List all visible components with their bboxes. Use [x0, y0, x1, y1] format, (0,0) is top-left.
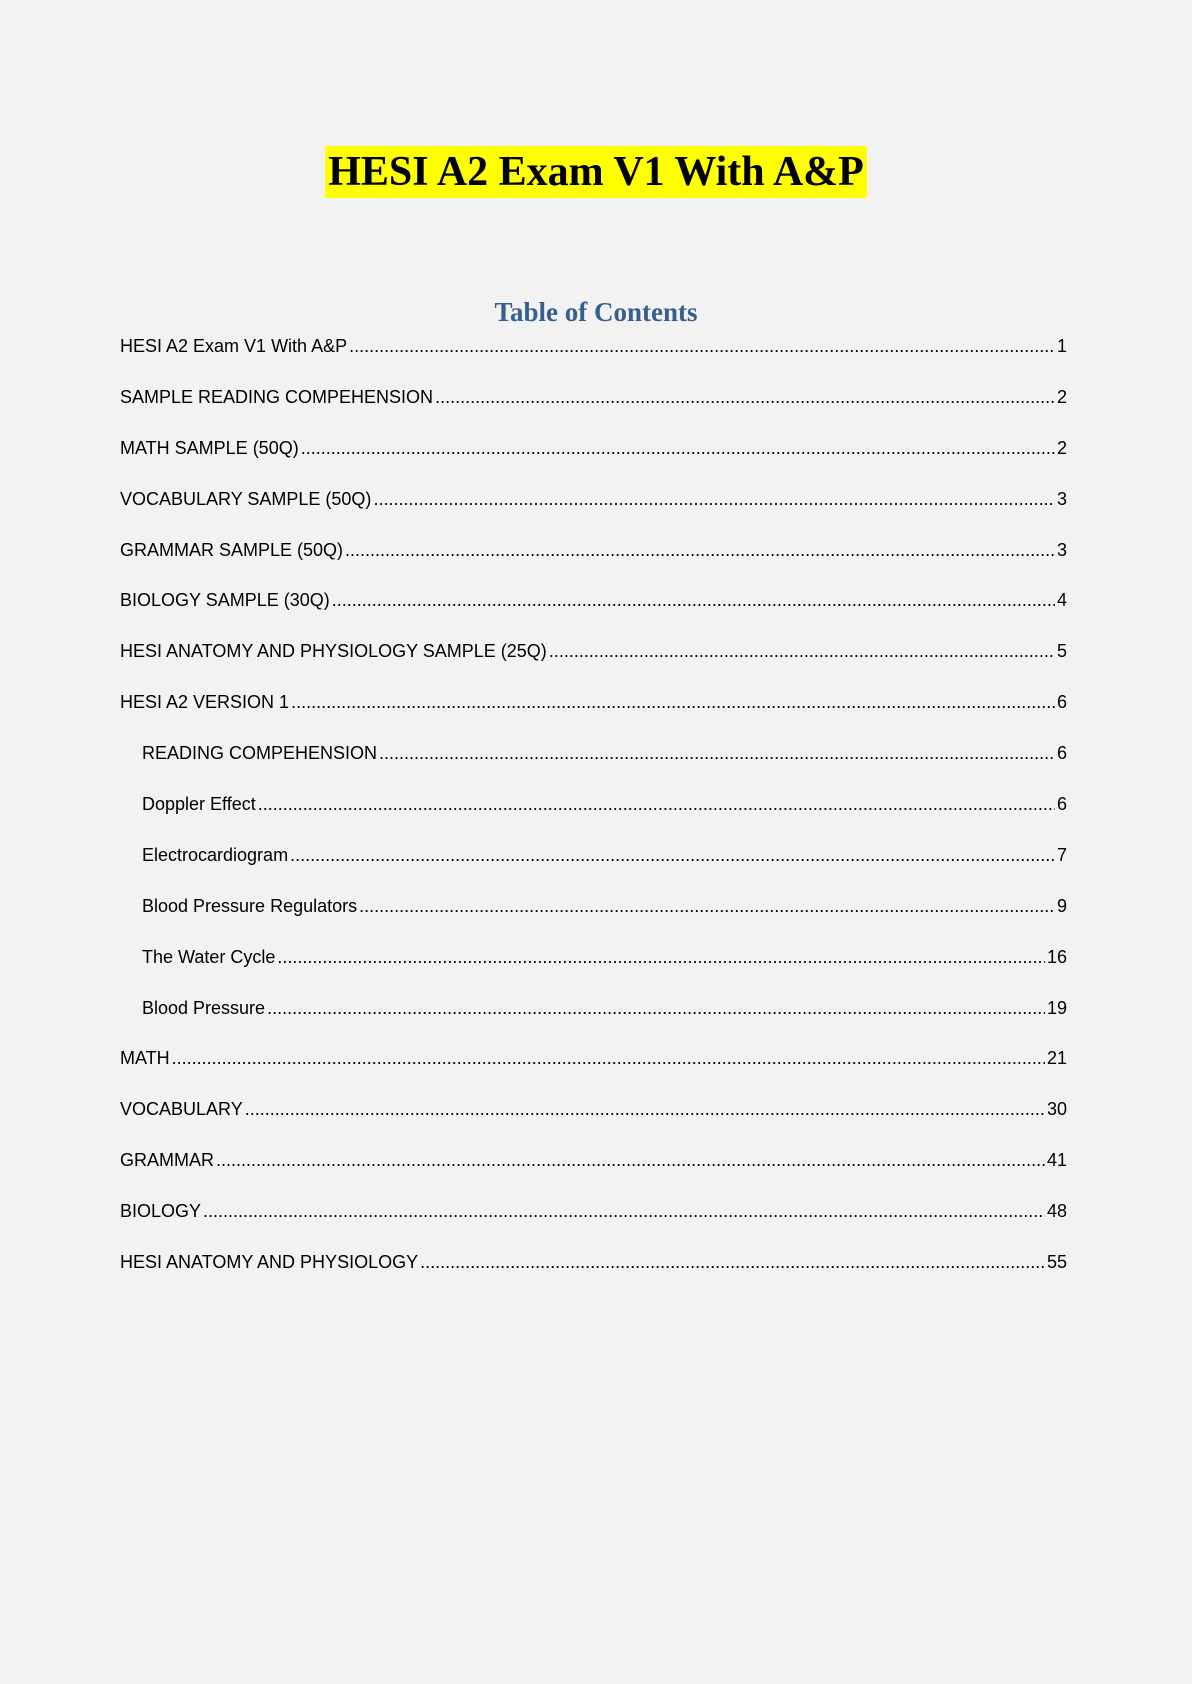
- table-of-contents: [120, 330, 1067, 1297]
- toc-entry[interactable]: [120, 1093, 1067, 1144]
- toc-subentry[interactable]: [120, 890, 1067, 941]
- document-title-block: [0, 146, 1192, 198]
- toc-dot-leader: [332, 584, 1055, 616]
- toc-entry-page: 55: [1046, 1252, 1067, 1273]
- toc-entry-label: MATH: [120, 1048, 170, 1069]
- toc-dot-leader: [301, 432, 1055, 464]
- toc-subentry[interactable]: [120, 839, 1067, 890]
- toc-entry[interactable]: [120, 1246, 1067, 1297]
- toc-entry-label: VOCABULARY: [120, 1099, 243, 1120]
- toc-entry-label: GRAMMAR: [120, 1150, 214, 1171]
- toc-entry-label: BIOLOGY SAMPLE (30Q): [120, 590, 330, 611]
- toc-entry-page: 2: [1056, 386, 1067, 407]
- toc-dot-leader: [291, 686, 1055, 718]
- toc-dot-leader: [258, 788, 1055, 820]
- toc-entry-page: 21: [1046, 1048, 1067, 1069]
- toc-entry-label: HESI ANATOMY AND PHYSIOLOGY: [120, 1252, 419, 1273]
- toc-entry-label: HESI ANATOMY AND PHYSIOLOGY SAMPLE (25Q): [120, 641, 547, 662]
- toc-entry-page: 6: [1056, 692, 1067, 713]
- toc-entry-label: GRAMMAR SAMPLE (50Q): [120, 539, 344, 560]
- toc-dot-leader: [345, 534, 1055, 566]
- toc-dot-leader: [379, 737, 1055, 769]
- toc-dot-leader: [435, 381, 1055, 413]
- toc-entry[interactable]: [120, 1144, 1067, 1195]
- toc-entry-label: HESI A2 Exam V1 With A&P: [120, 336, 348, 356]
- toc-entry-page: 3: [1056, 539, 1067, 560]
- toc-dot-leader: [216, 1144, 1045, 1176]
- toc-entry-label: Doppler Effect: [142, 794, 256, 815]
- toc-entry-label: SAMPLE READING COMPEHENSION: [120, 386, 434, 407]
- toc-entry[interactable]: [120, 635, 1067, 686]
- toc-entry-page: 41: [1046, 1150, 1067, 1171]
- toc-entry-label: MATH SAMPLE (50Q): [120, 437, 299, 458]
- toc-entry-page: 5: [1056, 641, 1067, 662]
- toc-subentry[interactable]: [120, 737, 1067, 788]
- toc-dot-leader: [349, 330, 1055, 362]
- toc-entry-label: READING COMPEHENSION: [142, 743, 378, 764]
- toc-entry[interactable]: [120, 381, 1067, 432]
- toc-entry-page: 30: [1046, 1099, 1067, 1120]
- toc-entry-page: 1: [1056, 336, 1067, 356]
- toc-dot-leader: [267, 992, 1045, 1024]
- toc-entry-page: 6: [1056, 794, 1067, 815]
- toc-entry-page: 48: [1046, 1201, 1067, 1222]
- toc-subentry[interactable]: [120, 992, 1067, 1043]
- toc-entry-label: HESI A2 VERSION 1: [120, 692, 290, 713]
- document-title: HESI A2 Exam V1 With A&P: [325, 146, 867, 198]
- toc-entry-page: 3: [1056, 488, 1067, 509]
- toc-entry[interactable]: [120, 686, 1067, 737]
- toc-entry-page: 4: [1056, 590, 1067, 611]
- toc-entry[interactable]: [120, 584, 1067, 635]
- toc-entry[interactable]: [120, 1195, 1067, 1246]
- toc-entry-page: 6: [1056, 743, 1067, 764]
- toc-entry-label: Electrocardiogram: [142, 844, 289, 865]
- toc-dot-leader: [290, 839, 1055, 871]
- toc-subentry[interactable]: [120, 941, 1067, 992]
- toc-entry-page: 2: [1056, 437, 1067, 458]
- toc-dot-leader: [203, 1195, 1045, 1227]
- toc-entry[interactable]: [120, 432, 1067, 483]
- toc-dot-leader: [549, 635, 1055, 667]
- toc-dot-leader: [420, 1246, 1045, 1278]
- toc-dot-leader: [245, 1093, 1045, 1125]
- toc-entry-label: The Water Cycle: [142, 946, 276, 967]
- toc-subentry[interactable]: [120, 788, 1067, 839]
- toc-dot-leader: [277, 941, 1045, 973]
- toc-dot-leader: [172, 1042, 1045, 1074]
- toc-entry-page: 16: [1046, 946, 1067, 967]
- toc-entry-label: Blood Pressure Regulators: [142, 895, 358, 916]
- toc-entry-label: Blood Pressure: [142, 997, 266, 1018]
- toc-entry-page: 7: [1056, 844, 1067, 865]
- toc-entry-label: BIOLOGY: [120, 1201, 202, 1222]
- toc-entry-label: VOCABULARY SAMPLE (50Q): [120, 488, 372, 509]
- toc-entry[interactable]: [120, 1042, 1067, 1093]
- toc-heading: Table of Contents: [494, 297, 698, 327]
- toc-entry-page: 19: [1046, 997, 1067, 1018]
- toc-entry-page: 9: [1056, 895, 1067, 916]
- toc-entry[interactable]: [120, 330, 1067, 381]
- toc-dot-leader: [373, 483, 1055, 515]
- toc-entry[interactable]: [120, 534, 1067, 585]
- toc-entry[interactable]: [120, 483, 1067, 534]
- toc-dot-leader: [359, 890, 1055, 922]
